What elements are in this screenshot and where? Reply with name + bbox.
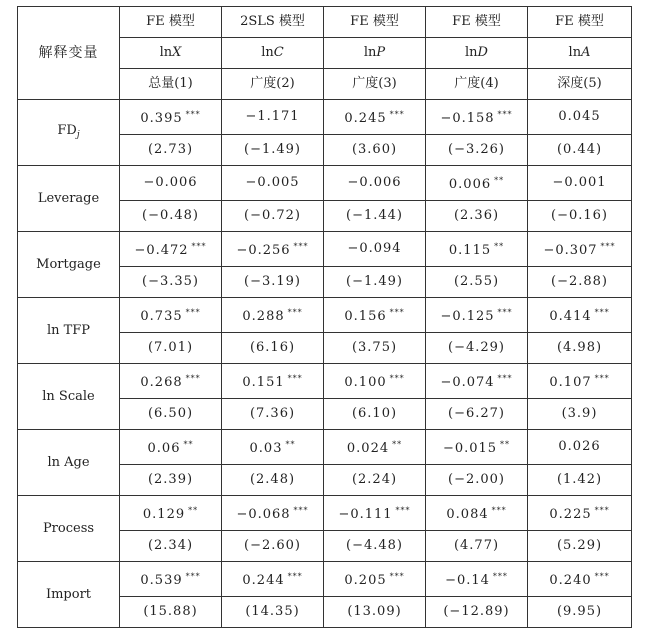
coef-cell [426,364,528,399]
significance-stars: *** [185,110,201,119]
coef-value: −0.074 [440,375,495,390]
coef-value: −0.111 [338,507,393,522]
variable-label: ln Age [47,454,90,470]
variable-subscript: j [76,129,80,140]
coef-value: −0.472 [134,243,189,258]
t-stat-cell: (2.34) [120,531,222,562]
coef-value: 0.395 [140,111,183,126]
coef-cell [324,298,426,333]
t-stat-cell: (7.01) [120,333,222,364]
coef-cell [426,430,528,465]
t-stat-cell: (2.39) [120,465,222,496]
header-row-models [18,7,632,38]
t-stat-cell: (−1.49) [324,267,426,298]
significance-stars: *** [497,308,513,317]
coef-value: 0.026 [558,439,601,454]
coef-cell [120,166,222,201]
t-stat-cell: (0.44) [528,135,632,166]
coef-value: −0.001 [552,175,607,190]
t-stat-cell: (2.55) [426,267,528,298]
t-stat-cell: (−4.29) [426,333,528,364]
variable-label: ln TFP [46,322,91,338]
var-header: 解释变量 [18,7,120,100]
coef-cell [426,100,528,135]
regression-table [17,6,632,628]
coef-cell [222,100,324,135]
significance-stars: *** [389,110,405,119]
coef-value: 0.115 [448,243,492,258]
coef-cell [324,430,426,465]
coef-value: 0.244 [242,573,285,588]
dep-var-letter: C [273,45,284,60]
coef-cell [528,430,632,465]
table-row-coef [18,430,632,465]
coef-cell [528,100,632,135]
coef-value: 0.205 [344,573,387,588]
t-stat-cell: (−3.19) [222,267,324,298]
dep-prefix: ln [261,45,274,60]
significance-stars: ** [183,440,194,449]
coef-value: 0.006 [448,177,492,192]
t-stat-cell: (−12.89) [426,597,528,628]
margin-header-1: 总量(1) [120,69,222,100]
coef-value: −0.14 [445,573,490,588]
t-stat-cell: (2.73) [120,135,222,166]
table-row-coef [18,166,632,201]
t-stat-cell: (2.36) [426,201,528,232]
coef-value: −1.171 [245,109,300,124]
significance-stars: *** [594,572,610,581]
coef-value: −0.256 [236,243,291,258]
coef-value: 0.151 [242,375,285,390]
coef-cell [324,100,426,135]
coef-value: 0.06 [147,441,181,456]
coef-cell [528,496,632,531]
t-stat-cell: (9.95) [528,597,632,628]
variable-name [18,496,120,562]
variable-label: Process [42,520,95,536]
coef-value: −0.094 [347,241,402,256]
coef-cell [120,496,222,531]
coef-cell [528,298,632,333]
coef-value: 0.245 [344,111,387,126]
dep-prefix: ln [568,45,582,60]
coef-cell [426,298,528,333]
t-stat-cell: (6.10) [324,399,426,430]
significance-stars: *** [497,110,513,119]
variable-name [18,232,120,298]
t-stat-cell: (7.36) [222,399,324,430]
coef-value: 0.735 [140,309,183,324]
coef-cell [120,298,222,333]
significance-stars: *** [389,308,405,317]
t-stat-cell: (−2.88) [528,267,632,298]
t-stat-cell: (−1.49) [222,135,324,166]
t-stat-cell: (−3.35) [120,267,222,298]
coef-cell [120,430,222,465]
table-body [18,7,632,628]
coef-value: −0.006 [347,175,402,190]
t-stat-cell: (−2.00) [426,465,528,496]
t-stat-cell: (14.35) [222,597,324,628]
coef-cell [222,562,324,597]
coef-value: −0.125 [440,309,495,324]
coef-cell [324,562,426,597]
coef-cell [120,100,222,135]
t-stat-cell: (13.09) [324,597,426,628]
dep-prefix: ln [159,45,173,60]
significance-stars: *** [497,374,513,383]
t-stat-cell: (−0.16) [528,201,632,232]
coef-value: 0.045 [558,109,601,124]
table-row-coef [18,562,632,597]
coef-value: 0.539 [140,573,183,588]
coef-value: −0.005 [245,175,300,190]
model-header-1: FE 模型 [120,7,222,38]
dep-var-3 [324,38,426,69]
table-row-coef [18,496,632,531]
significance-stars: *** [492,572,508,581]
significance-stars: *** [491,506,507,515]
significance-stars: ** [494,176,505,185]
coef-cell [324,496,426,531]
t-stat-cell: (4.77) [426,531,528,562]
coef-cell [426,496,528,531]
coef-value: −0.015 [442,441,498,456]
coef-cell [222,430,324,465]
coef-cell [426,166,528,201]
significance-stars: *** [594,374,610,383]
dep-var-letter: A [581,45,591,60]
significance-stars: *** [293,242,309,251]
coef-value: 0.129 [142,507,186,522]
variable-label: FD [57,122,77,138]
significance-stars: *** [395,506,411,515]
significance-stars: ** [494,242,505,251]
dep-var-letter: X [172,45,182,60]
coef-cell [324,232,426,267]
t-stat-cell: (6.50) [120,399,222,430]
coef-value: 0.225 [549,507,592,522]
significance-stars: *** [185,308,201,317]
variable-name [18,364,120,430]
coef-value: 0.288 [242,309,285,324]
t-stat-cell: (−6.27) [426,399,528,430]
margin-header-4: 广度(4) [426,69,528,100]
coef-value: −0.068 [236,507,291,522]
coef-value: 0.03 [249,441,283,456]
coef-cell [528,364,632,399]
t-stat-cell: (2.24) [324,465,426,496]
variable-label: ln Scale [42,388,95,404]
t-stat-cell: (4.98) [528,333,632,364]
t-stat-cell: (−2.60) [222,531,324,562]
coef-cell [528,562,632,597]
coef-value: 0.084 [446,507,489,522]
table-row-coef [18,232,632,267]
significance-stars: *** [191,242,207,251]
coef-cell [222,298,324,333]
coef-value: 0.156 [344,309,387,324]
margin-header-3: 广度(3) [324,69,426,100]
significance-stars: ** [500,440,511,449]
significance-stars: *** [287,572,303,581]
coef-cell [324,166,426,201]
coef-value: 0.240 [549,573,592,588]
t-stat-cell: (3.9) [528,399,632,430]
significance-stars: *** [389,572,405,581]
margin-header-5: 深度(5) [528,69,632,100]
variable-name [18,430,120,496]
coef-value: 0.024 [346,441,390,456]
coef-cell [120,562,222,597]
table-row-coef [18,100,632,135]
significance-stars: ** [392,440,403,449]
dep-var-4 [426,38,528,69]
coef-value: 0.414 [549,309,592,324]
significance-stars: ** [188,506,199,515]
t-stat-cell: (6.16) [222,333,324,364]
coef-cell [528,166,632,201]
significance-stars: *** [185,374,201,383]
significance-stars: *** [287,374,303,383]
table-row-coef [18,364,632,399]
significance-stars: *** [389,374,405,383]
coef-cell [528,232,632,267]
t-stat-cell: (3.60) [324,135,426,166]
variable-name [18,166,120,232]
t-stat-cell: (−0.48) [120,201,222,232]
t-stat-cell: (3.75) [324,333,426,364]
significance-stars: *** [293,506,309,515]
t-stat-cell: (15.88) [120,597,222,628]
t-stat-cell: (5.29) [528,531,632,562]
coef-cell [222,364,324,399]
variable-name [18,562,120,628]
significance-stars: *** [594,506,610,515]
dep-var-1 [120,38,222,69]
t-stat-cell: (−0.72) [222,201,324,232]
significance-stars: *** [287,308,303,317]
variable-label: Import [45,586,92,602]
dep-var-2 [222,38,324,69]
t-stat-cell: (−1.44) [324,201,426,232]
coef-cell [426,562,528,597]
dep-var-letter: D [477,45,488,60]
coef-cell [324,364,426,399]
coef-value: 0.100 [344,375,387,390]
table-row-coef [18,298,632,333]
significance-stars: *** [185,572,201,581]
model-header-4: FE 模型 [426,7,528,38]
t-stat-cell: (2.48) [222,465,324,496]
coef-cell [222,166,324,201]
t-stat-cell: (1.42) [528,465,632,496]
significance-stars: *** [594,308,610,317]
dep-prefix: ln [363,45,377,60]
t-stat-cell: (−3.26) [426,135,528,166]
coef-value: −0.006 [143,175,198,190]
variable-name [18,100,120,166]
model-header-2: 2SLS 模型 [222,7,324,38]
model-header-3: FE 模型 [324,7,426,38]
variable-label: Leverage [37,190,100,206]
coef-cell [426,232,528,267]
dep-var-5 [528,38,632,69]
coef-cell [120,232,222,267]
dep-prefix: ln [465,45,478,60]
variable-name [18,298,120,364]
significance-stars: ** [285,440,296,449]
t-stat-cell: (−4.48) [324,531,426,562]
coef-value: −0.158 [440,111,495,126]
coef-value: 0.268 [140,375,183,390]
model-header-5: FE 模型 [528,7,632,38]
coef-cell [222,232,324,267]
coef-value: 0.107 [549,375,592,390]
variable-label: Mortgage [36,256,101,272]
coef-cell [222,496,324,531]
coef-cell [120,364,222,399]
dep-var-letter: P [376,45,386,60]
margin-header-2: 广度(2) [222,69,324,100]
coef-value: −0.307 [543,243,598,258]
significance-stars: *** [600,242,616,251]
